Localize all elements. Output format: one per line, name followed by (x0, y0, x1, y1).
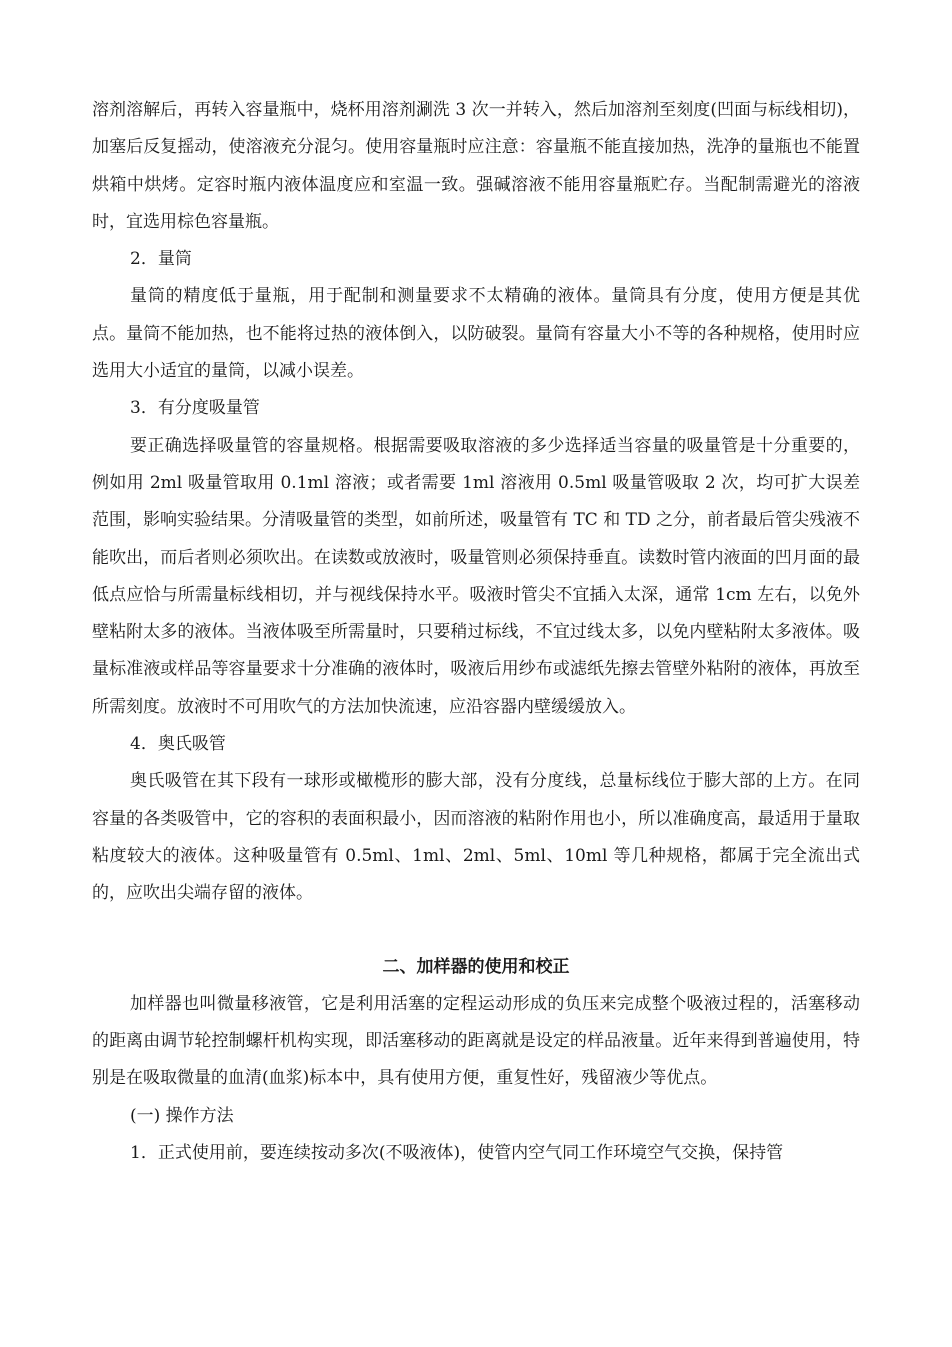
subheading-operation-method: (一) 操作方法 (130, 1105, 234, 1126)
paragraph-operation-step-1: 1．正式使用前，要连续按动多次(不吸液体)，使管内空气同工作环境空气交换，保持管 (130, 1143, 784, 1164)
subheading-ostwald-pipette: 4．奥氏吸管 (130, 734, 226, 755)
subheading-graduated-pipette: 3．有分度吸量管 (130, 398, 260, 419)
paragraph-graduated-pipette: 要正确选择吸量管的容量规格。根据需要吸取溶液的多少选择适当容量的吸量管是十分重要的，例如用 2ml 吸量管取用 0.1ml 溶液；或者需要 1ml 溶液用 0.5ml 吸量管吸取 2 次，均可扩大误差范围，影响实验结果。分清吸量管的类型，如前所述，吸量管有 TC 和 TD 之分，前者最后管尖残液不能吹出，而后者则必须吹出。在读数或放液时，吸量管则必须保持垂直。读数时管内液面的凹月面的最低点应恰与所需量标线相切，并与视线保持水平。吸液时管尖不宜插入太深，通常 1cm 左右，以免外壁粘附太多的液体。当液体吸至所需量时，只要稍过标线，不宜过线太多，以免内壁粘附太多液体。吸量标准液或样品等容量要求十分准确的液体时，吸液后用纱布或滤纸先擦去管壁外粘附的液体，再放至所需刻度。放液时不可用吹气的方法加快流速，应沿容器内壁缓缓放入。 (92, 435, 860, 717)
paragraph-ostwald-pipette: 奥氏吸管在其下段有一球形或橄榄形的膨大部，没有分度线，总量标线位于膨大部的上方。在同容量的各类吸管中，它的容积的表面积最小，因而溶液的粘附作用也小，所以准确度高，最适用于量取粘度较大的液体。这种吸量管有 0.5ml、1ml、2ml、5ml、10ml 等几种规格，都属于完全流出式的，应吹出尖端存留的液体。 (92, 771, 860, 904)
paragraph-sampler-intro: 加样器也叫微量移液管，它是利用活塞的定程运动形成的负压来完成整个吸液过程的，活塞移动的距离由调节轮控制螺杆机构实现，即活塞移动的距离就是设定的样品液量。近年来得到普遍使用，特别是在吸取微量的血清(血浆)标本中，具有使用方便，重复性好，残留液少等优点。 (92, 993, 860, 1089)
paragraph-graduated-cylinder: 量筒的精度低于量瓶，用于配制和测量要求不太精确的液体。量筒具有分度，使用方便是其优点。量筒不能加热，也不能将过热的液体倒入，以防破裂。量筒有容量大小不等的各种规格，使用时应选用大小适宜的量筒，以减小误差。 (92, 286, 860, 382)
page-content (92, 92, 860, 1172)
section-title: 二、加样器的使用和校正 (382, 956, 570, 977)
paragraph-continuation: 溶剂溶解后，再转入容量瓶中，烧杯用溶剂涮洗 3 次一并转入，然后加溶剂至刻度(凹面与标线相切)，加塞后反复摇动，使溶液充分混匀。使用容量瓶时应注意：容量瓶不能直接加热，洗净的量瓶也不能置烘箱中烘烤。定容时瓶内液体温度应和室温一致。强碱溶液不能用容量瓶贮存。当配制需避光的溶液时，宜选用棕色容量瓶。 (92, 100, 860, 232)
subheading-graduated-cylinder: 2．量筒 (130, 249, 192, 270)
